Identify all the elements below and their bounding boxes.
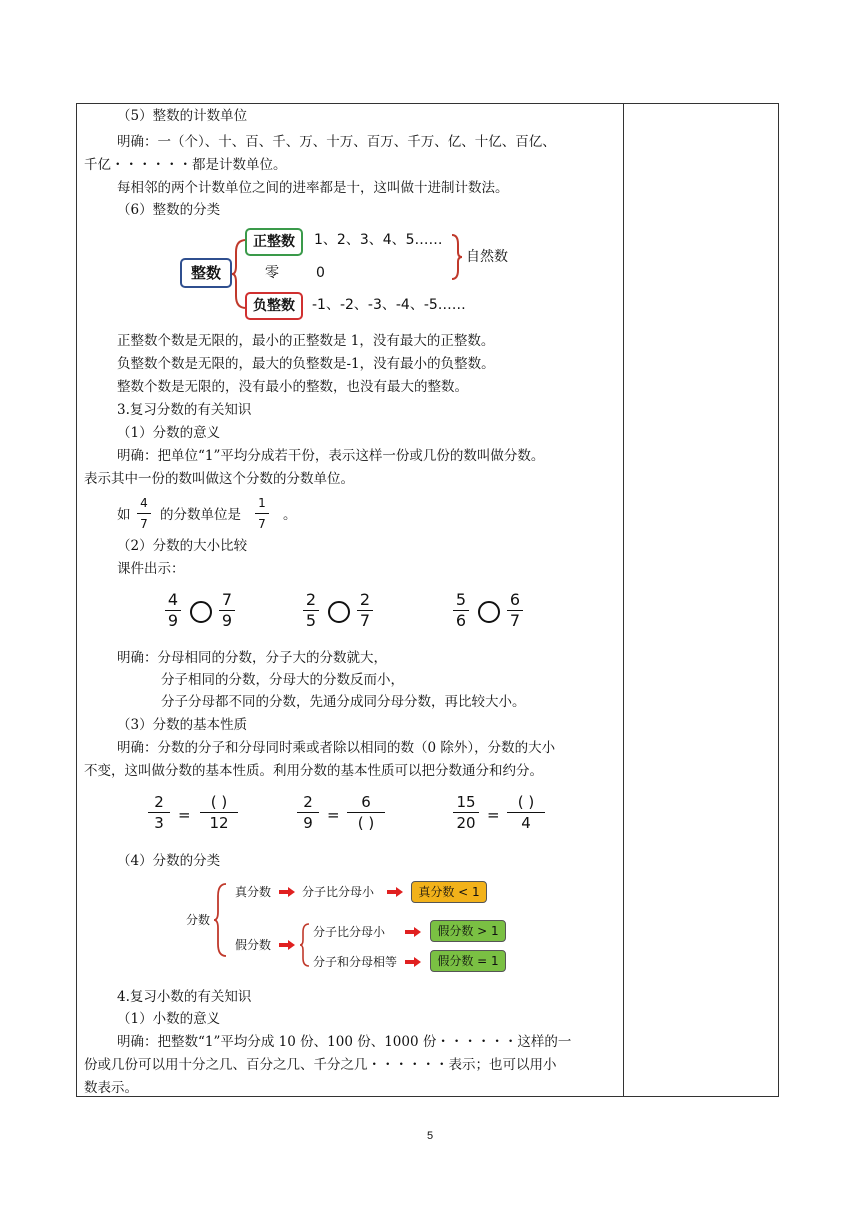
heading-fraction-meaning: （1）分数的意义 — [117, 425, 221, 441]
equals-sign: = — [327, 806, 340, 824]
fraction: 15 20 — [453, 794, 479, 831]
numerator: 1 — [258, 496, 266, 510]
fraction: 5 6 — [453, 592, 469, 629]
arrow-icon — [387, 887, 403, 897]
fraction: 2 3 — [148, 794, 170, 831]
text-line: 分子分母都不同的分数，先通分成同分母分数，再比较大小。 — [161, 694, 526, 710]
table-column-divider — [623, 103, 624, 1097]
fraction: 2 5 — [303, 592, 319, 629]
proper-rule: 分子比分母小 — [302, 885, 375, 899]
improper-brace — [298, 920, 312, 970]
arrow-icon — [279, 940, 295, 950]
integer-root-box: 整数 — [180, 258, 232, 288]
positive-examples: 1、2、3、4、5…… — [314, 232, 443, 248]
arrow-icon — [405, 927, 421, 937]
heading-fraction-compare: （2）分数的大小比较 — [117, 538, 248, 554]
natural-number-brace — [450, 232, 464, 282]
proper-result-box: 真分数 < 1 — [411, 881, 487, 903]
fraction: 4 9 — [165, 592, 181, 629]
fraction-example — [137, 495, 151, 532]
text-line: 明确：一（个）、十、百、千、万、十万、百万、千万、亿、十亿、百亿、 — [117, 134, 556, 150]
heading-integer-classification: （6）整数的分类 — [117, 202, 221, 218]
text-line: 表示其中一份的数叫做这个分数的分数单位。 — [84, 471, 354, 487]
fraction: 2 7 — [357, 592, 373, 629]
arrow-icon — [279, 887, 295, 897]
positive-integer-box: 正整数 — [245, 228, 303, 256]
denominator: 7 — [258, 517, 266, 531]
arrow-icon — [405, 957, 421, 967]
fraction: ( ) 12 — [200, 794, 238, 831]
improper-result-box-1: 假分数 > 1 — [430, 920, 506, 942]
zero-value: 0 — [316, 265, 325, 281]
text-line: 数表示。 — [84, 1080, 138, 1096]
text-line: 份或几份可以用十分之几、百分之几、千分之几・・・・・・表示；也可以用小 — [84, 1057, 557, 1073]
denominator: 7 — [140, 517, 148, 531]
page-number: 5 — [426, 1130, 434, 1142]
text-line: 不变，这叫做分数的基本性质。利用分数的基本性质可以把分数通分和约分。 — [84, 763, 543, 779]
proper-fraction-label: 真分数 — [235, 885, 272, 899]
text-inline: 如 — [117, 507, 131, 523]
fraction: ( ) 4 — [507, 794, 545, 831]
text-line: 负整数个数是无限的，最大的负整数是-1，没有最小的负整数。 — [117, 356, 495, 372]
text-line: 分子相同的分数，分母大的分数反而小， — [161, 672, 404, 688]
text-line: 课件出示： — [117, 561, 185, 577]
fraction: 6 ( ) — [347, 794, 385, 831]
fraction-brace — [212, 880, 230, 960]
improper-rule-2: 分子和分母相等 — [313, 955, 398, 969]
negative-examples: -1、-2、-3、-4、-5…… — [312, 297, 466, 313]
text-line: 每相邻的两个计数单位之间的进率都是十，这叫做十进制计数法。 — [117, 180, 509, 196]
heading-counting-units: （5）整数的计数单位 — [117, 108, 248, 124]
text-line: 明确：把整数“1”平均分成 10 份、100 份、1000 份・・・・・・这样的一 — [117, 1034, 572, 1050]
zero-label: 零 — [265, 265, 279, 281]
numerator: 4 — [140, 496, 148, 510]
text-line: 千亿・・・・・・都是计数单位。 — [84, 157, 287, 173]
text-inline: 的分数单位是 — [160, 507, 241, 523]
heading-decimals: 4.复习小数的有关知识 — [117, 989, 252, 1005]
equals-sign: = — [487, 806, 500, 824]
fraction-unit — [255, 495, 269, 532]
heading-fractions: 3.复习分数的有关知识 — [117, 402, 252, 418]
heading-fraction-classification: （4）分数的分类 — [117, 853, 221, 869]
table-frame — [76, 103, 779, 1097]
text-line: 正整数个数是无限的，最小的正整数是 1，没有最大的正整数。 — [117, 333, 495, 349]
natural-number-label: 自然数 — [466, 249, 508, 265]
heading-decimal-meaning: （1）小数的意义 — [117, 1011, 221, 1027]
fraction: 7 9 — [219, 592, 235, 629]
compare-circle — [478, 601, 500, 623]
compare-circle — [328, 601, 350, 623]
text-line: 明确：把单位“1”平均分成若干份，表示这样一份或几份的数叫做分数。 — [117, 448, 545, 464]
heading-fraction-property: （3）分数的基本性质 — [117, 717, 248, 733]
improper-rule-1: 分子比分母小 — [313, 925, 386, 939]
text-inline: 。 — [283, 507, 297, 523]
improper-fraction-label: 假分数 — [235, 938, 272, 952]
text-line: 整数个数是无限的，没有最小的整数，也没有最大的整数。 — [117, 379, 468, 395]
negative-integer-box: 负整数 — [245, 292, 303, 320]
text-line: 明确：分母相同的分数，分子大的分数就大， — [117, 650, 387, 666]
fraction: 2 9 — [297, 794, 319, 831]
improper-result-box-2: 假分数 = 1 — [430, 950, 506, 972]
text-line: 明确：分数的分子和分母同时乘或者除以相同的数（0 除外），分数的大小 — [117, 740, 556, 756]
compare-circle — [190, 601, 212, 623]
equals-sign: = — [178, 806, 191, 824]
fraction-root: 分数 — [186, 913, 211, 927]
fraction: 6 7 — [507, 592, 523, 629]
